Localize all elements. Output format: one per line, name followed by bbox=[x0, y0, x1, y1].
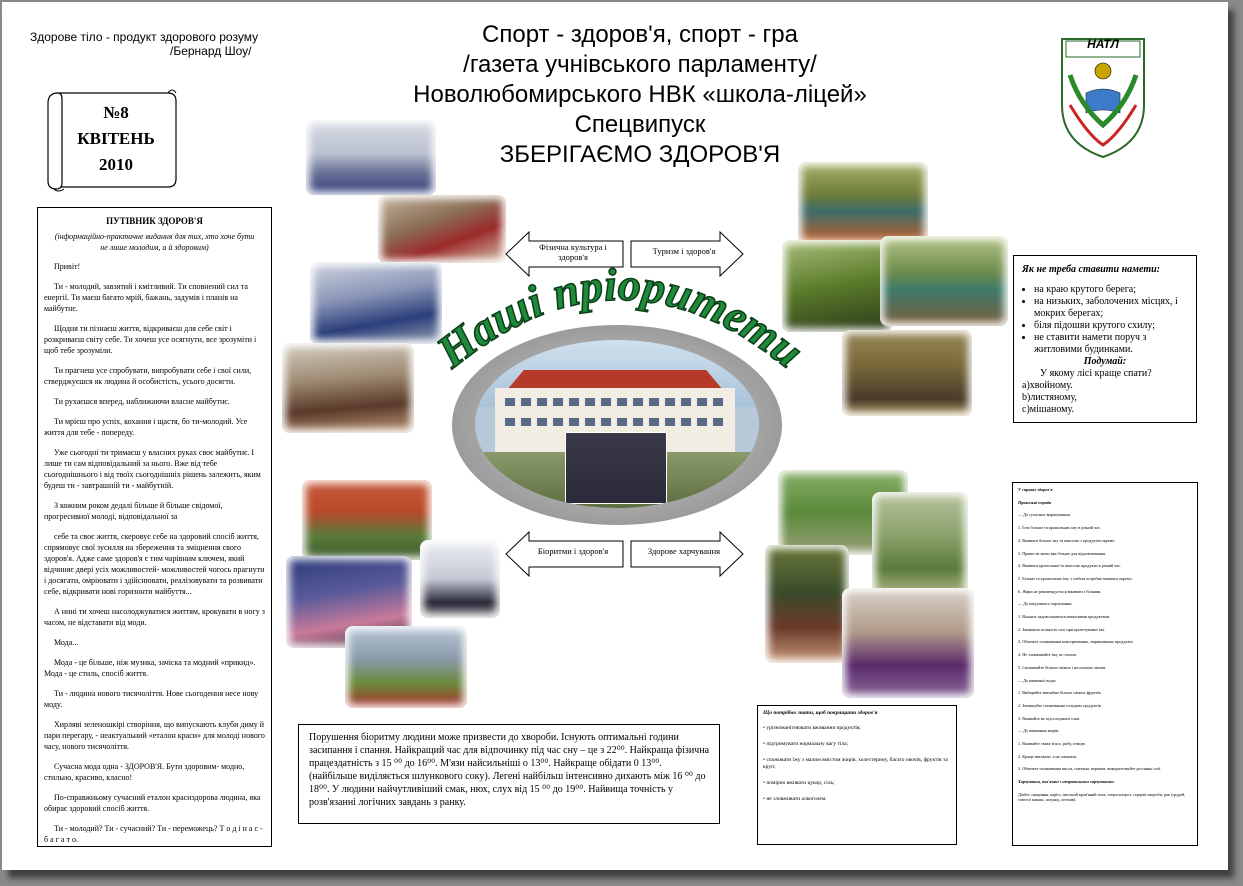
photo-canteen bbox=[872, 492, 968, 602]
priorities-title bbox=[420, 240, 820, 390]
photo-girl-eating bbox=[765, 545, 849, 663]
tents-think: Подумай: bbox=[1083, 356, 1127, 367]
diet-line: Харчування, пов'язані з неправильним харчуванням bbox=[1018, 779, 1114, 785]
guide-paragraph: А нині ти хочеш насолоджуватися життям, крокувати в ногу з часом, не відставати від моди. bbox=[44, 607, 265, 627]
guide-paragraph: Ти рухаєшся вперед, наближаючи власне майбутнє. bbox=[54, 397, 230, 406]
guide-paragraph: Ти - молодий? Ти - сучасний? Ти - переможець? Т о д і н а с - б а г а т о. bbox=[44, 824, 263, 844]
diet-line: — До шкідливого харчування: bbox=[1018, 601, 1073, 607]
tents-answer-a: а)хвойному. bbox=[1022, 380, 1073, 391]
arrow-label-sport: Фізична культура і здоров'я bbox=[539, 242, 607, 262]
diet-line: 2. Зменшуйте споживання солодких продуктів. bbox=[1018, 702, 1102, 708]
diet-line: 2. Зменшить кількість солі при приготуванні їжі. bbox=[1018, 626, 1105, 632]
photo-football bbox=[282, 343, 414, 433]
diet-line: 4. Вживати кропильної та квасолю продукти в різний час. bbox=[1018, 563, 1122, 569]
diet-line: 3. Обмежте споживання консервованих, маринованих продуктів. bbox=[1018, 639, 1134, 645]
arrow-label-biorhythm: Біоритми і здоров'я bbox=[537, 546, 609, 556]
guide-paragraph: Щодня ти пізнаєш життя, відкриваєш для себе світ і розкриваєш світу себе. Ти хочеш усе осягнути, все зрозуміти і щоб тебе зрозуміли. bbox=[44, 324, 257, 355]
diet-line: 2. Вживати більше їжу та квасолю з продуктів окремо. bbox=[1018, 537, 1116, 543]
list-item: • на краю крутого берега; bbox=[1034, 284, 1188, 296]
guide-paragraph: Мода - це більше, ніж музика, зачіска та модний «прикид». Мода - це стиль, спосіб життя. bbox=[44, 658, 256, 678]
title-line-4: Спецвипуск bbox=[574, 111, 706, 138]
diet-line: 4. Не зловживайте їжу за столом. bbox=[1018, 652, 1077, 658]
diet-box bbox=[1012, 482, 1198, 846]
tents-answer-c: с)мішаному. bbox=[1022, 404, 1075, 415]
diet-line: 3. Обмежте споживання масла, сметани, вершків, використовуйте рослинні олії. bbox=[1018, 766, 1162, 772]
list-item: • урізноманітнювати вживання продуктів; bbox=[763, 725, 861, 731]
guide-paragraph: Ти - людина нового тисячоліття. Нове сьогодення несе нову моду. bbox=[44, 689, 259, 709]
guide-paragraph: Ти прагнеш усе спробувати, випробувати себе і свої сили, стверджуєшся як людина й особистість, усього досягти. bbox=[44, 366, 252, 386]
diet-line: Діабет, ожиріння, карієс, високий кров'яний тиск, атеросклероз, серцеві хвороби, рак (грудей, товстої кишки, шлунку, легенів). bbox=[1018, 791, 1186, 803]
guide-paragraph: Сучасна мода одна - ЗДОРОВ'Я. Бути здоровим- модно, стильно, красиво, класно! bbox=[44, 762, 245, 782]
photo-cook bbox=[842, 588, 974, 698]
guide-paragraph: З кожним роком дедалі більше й більше свідомої, прогресивної молоді, відповідальної за bbox=[44, 501, 223, 521]
diet-subtitle: Правильні поради bbox=[1018, 499, 1052, 505]
title-line-2: /газета учнівського парламенту/ bbox=[463, 51, 817, 78]
diet-line: 1. Вживайте свіже м'ясо, рибу, птицю. bbox=[1018, 741, 1086, 747]
photo-planting bbox=[302, 480, 432, 560]
list-item: • споживати їжу з малим вмістом жирів, холестерину, багато овочів, фруктів та круп; bbox=[763, 757, 948, 770]
crest-logo bbox=[1058, 35, 1148, 160]
list-item: • на низьких, заболочених місцях, і мокрих берегах; bbox=[1034, 296, 1188, 320]
guide-paragraph: Ти - молодий, завзятий і кмітливий. Ти сповнений сил та енергії. Ти маєш багато мрій, бажань, задумів і планів на майбутнє. bbox=[44, 282, 248, 313]
diet-line: — До сучасних вирішування: bbox=[1018, 512, 1071, 518]
guide-subtitle: (інформаційно-практичне видання для тих, хто хоче бути не лише молодим, а й здоровим) bbox=[54, 232, 255, 252]
tents-box bbox=[1013, 255, 1197, 423]
diet-line: 2. Краще випікати, а не смажити. bbox=[1018, 753, 1078, 759]
diet-line: 3. Вживайте не підсолоджені соки. bbox=[1018, 715, 1081, 721]
quote bbox=[30, 30, 258, 58]
guide-title: ПУТІВНИК ЗДОРОВ'Я bbox=[106, 216, 203, 226]
guide-paragraph: Привіт! bbox=[54, 262, 81, 271]
diet-line: 5. Споживайте більше свіжих і несолоних овочів. bbox=[1018, 664, 1107, 670]
title-line-1: Спорт - здоров'я, спорт - гра bbox=[482, 21, 798, 48]
guide-paragraph: Мода... bbox=[54, 638, 79, 647]
diet-line: 6. Жири не рекомендується вживати з білками. bbox=[1018, 588, 1102, 594]
priorities-text: Наші пріоритети bbox=[427, 258, 814, 378]
arrow-label-tourism: Туризм і здоров'я bbox=[652, 246, 716, 256]
title-line-3: Новолюбомирського НВК «школа-ліцей» bbox=[413, 81, 867, 108]
quote-text: Здорове тіло - продукт здорового розуму bbox=[30, 30, 259, 44]
svg-text:Наші пріоритети bbox=[426, 259, 813, 378]
biorhythm-box: Порушення біоритму людини може призвести до хвороби. Існують оптимальні години засипання і спання. Найкращий час для відпочинку під час сну – це з 22⁰⁰. Найкраща фізична працездатність з 15 ⁰⁰ до 16⁰⁰. М'язи найсильніші о 13⁰⁰. Найкраще обідати 0 13⁰⁰. (найбільше виділяється шлункового соку). Легені найбільш інтенсивно дихають між 16 ⁰⁰ до 18⁰⁰. У людини найчутливіший смак, нюх, слух від 15 ⁰⁰ до 19⁰⁰. Найвища точність у розв'язанні логічних завдань з ранку. bbox=[298, 724, 720, 824]
list-item: • не зловживати алкоголем. bbox=[763, 796, 827, 802]
list-item: • біля підошви крутого схилу; bbox=[1034, 320, 1188, 332]
diet-line: — До вживаної води: bbox=[1018, 677, 1057, 683]
guide-paragraph: Хирляві зеленошкірі створіння, що випускають клуби диму й пари перегару, - неактуальний «еталон краси» для молоді нового часу, нового тисячоліття. bbox=[44, 720, 265, 751]
guide-paragraph: Уже сьогодні ти тримаєш у власних руках своє майбутнє. І лише ти сам відповідальний за нього. Вже від тебе сьогоднішнього і від твоїх сьогоднішніх рішень залежить, яким будеш ти - завтрашній ти - майбутній. bbox=[44, 448, 261, 490]
health-tips-box bbox=[757, 705, 957, 845]
quote-author: /Бернард Шоу/ bbox=[170, 44, 252, 58]
crest-text: НАТЛ bbox=[1087, 37, 1119, 51]
diet-title: У справах здоров'я bbox=[1018, 487, 1053, 492]
tents-list bbox=[1022, 284, 1188, 356]
photo-gym bbox=[306, 120, 436, 195]
issue-info bbox=[62, 100, 170, 178]
list-item: • помірно вживати цукор, сіль; bbox=[763, 780, 835, 786]
guide-paragraph: Ти мрієш про успіх, кохання і щастя, бо ти-молодий. Усе життя для тебе - попереду. bbox=[44, 417, 248, 437]
list-item: • не ставити намети поруч з житловими будинками. bbox=[1034, 332, 1188, 356]
tents-title: Як не треба ставити намети: bbox=[1022, 264, 1160, 275]
diet-line: 1. Їсти більше та кропильних їжу в різний час. bbox=[1018, 525, 1101, 531]
arrow-label-food: Здорове харчування bbox=[647, 546, 721, 556]
photo-autumn-forest bbox=[842, 330, 972, 416]
diet-line: 3. Привести жити яка більше для відновлювання. bbox=[1018, 550, 1107, 556]
guide-paragraph: По-справжньому сучасний еталон красиздорова людина, яка обирає здоровий спосіб життя. bbox=[44, 793, 261, 813]
health-tips-title: Що потрібно знати, щоб покращити здоров'я bbox=[763, 710, 878, 716]
photo-group-outdoors bbox=[420, 540, 500, 618]
tents-answer-b: b)листяному, bbox=[1022, 392, 1077, 403]
issue-year: 2010 bbox=[99, 155, 133, 174]
diet-line: 1. Вільних задовольнятися неякісними продуктами. bbox=[1018, 614, 1111, 620]
photo-tents-group bbox=[880, 236, 1008, 326]
diet-line: 5. Більше та кропильних їжу з хлібом потрібно вживати окремо. bbox=[1018, 575, 1133, 581]
tents-question: У якому лісі краще спати? bbox=[1040, 368, 1152, 379]
issue-month: КВІТЕНЬ bbox=[77, 129, 155, 148]
health-guide bbox=[37, 207, 272, 847]
guide-paragraph: себе та своє життя, скеровує себе на здоровий спосіб життя, спрямовує свої зусилля на збереження та зміцнення свого здоров'я. Адже саме здоров'я є тим чарівним ключем, який відчиняє двері усіх можливостей- можливостей чогось прагнути і досягати, омріювати і здійснювати, реалізовувати та розвивати себе, відкривати нові горизонти майбуття... bbox=[44, 532, 265, 596]
diet-line: 1. Вибирайте звичайно більше свіжих фруктів. bbox=[1018, 690, 1102, 696]
list-item: • підтримувати нормальну вагу тіла; bbox=[763, 741, 849, 747]
diet-line: — До вживання жирів: bbox=[1018, 728, 1059, 734]
photo-camp-tent bbox=[798, 162, 928, 244]
photo-field bbox=[345, 626, 467, 708]
title-line-5: ЗБЕРІГАЄМО ЗДОРОВ'Я bbox=[499, 141, 781, 168]
issue-number: №8 bbox=[103, 103, 129, 122]
